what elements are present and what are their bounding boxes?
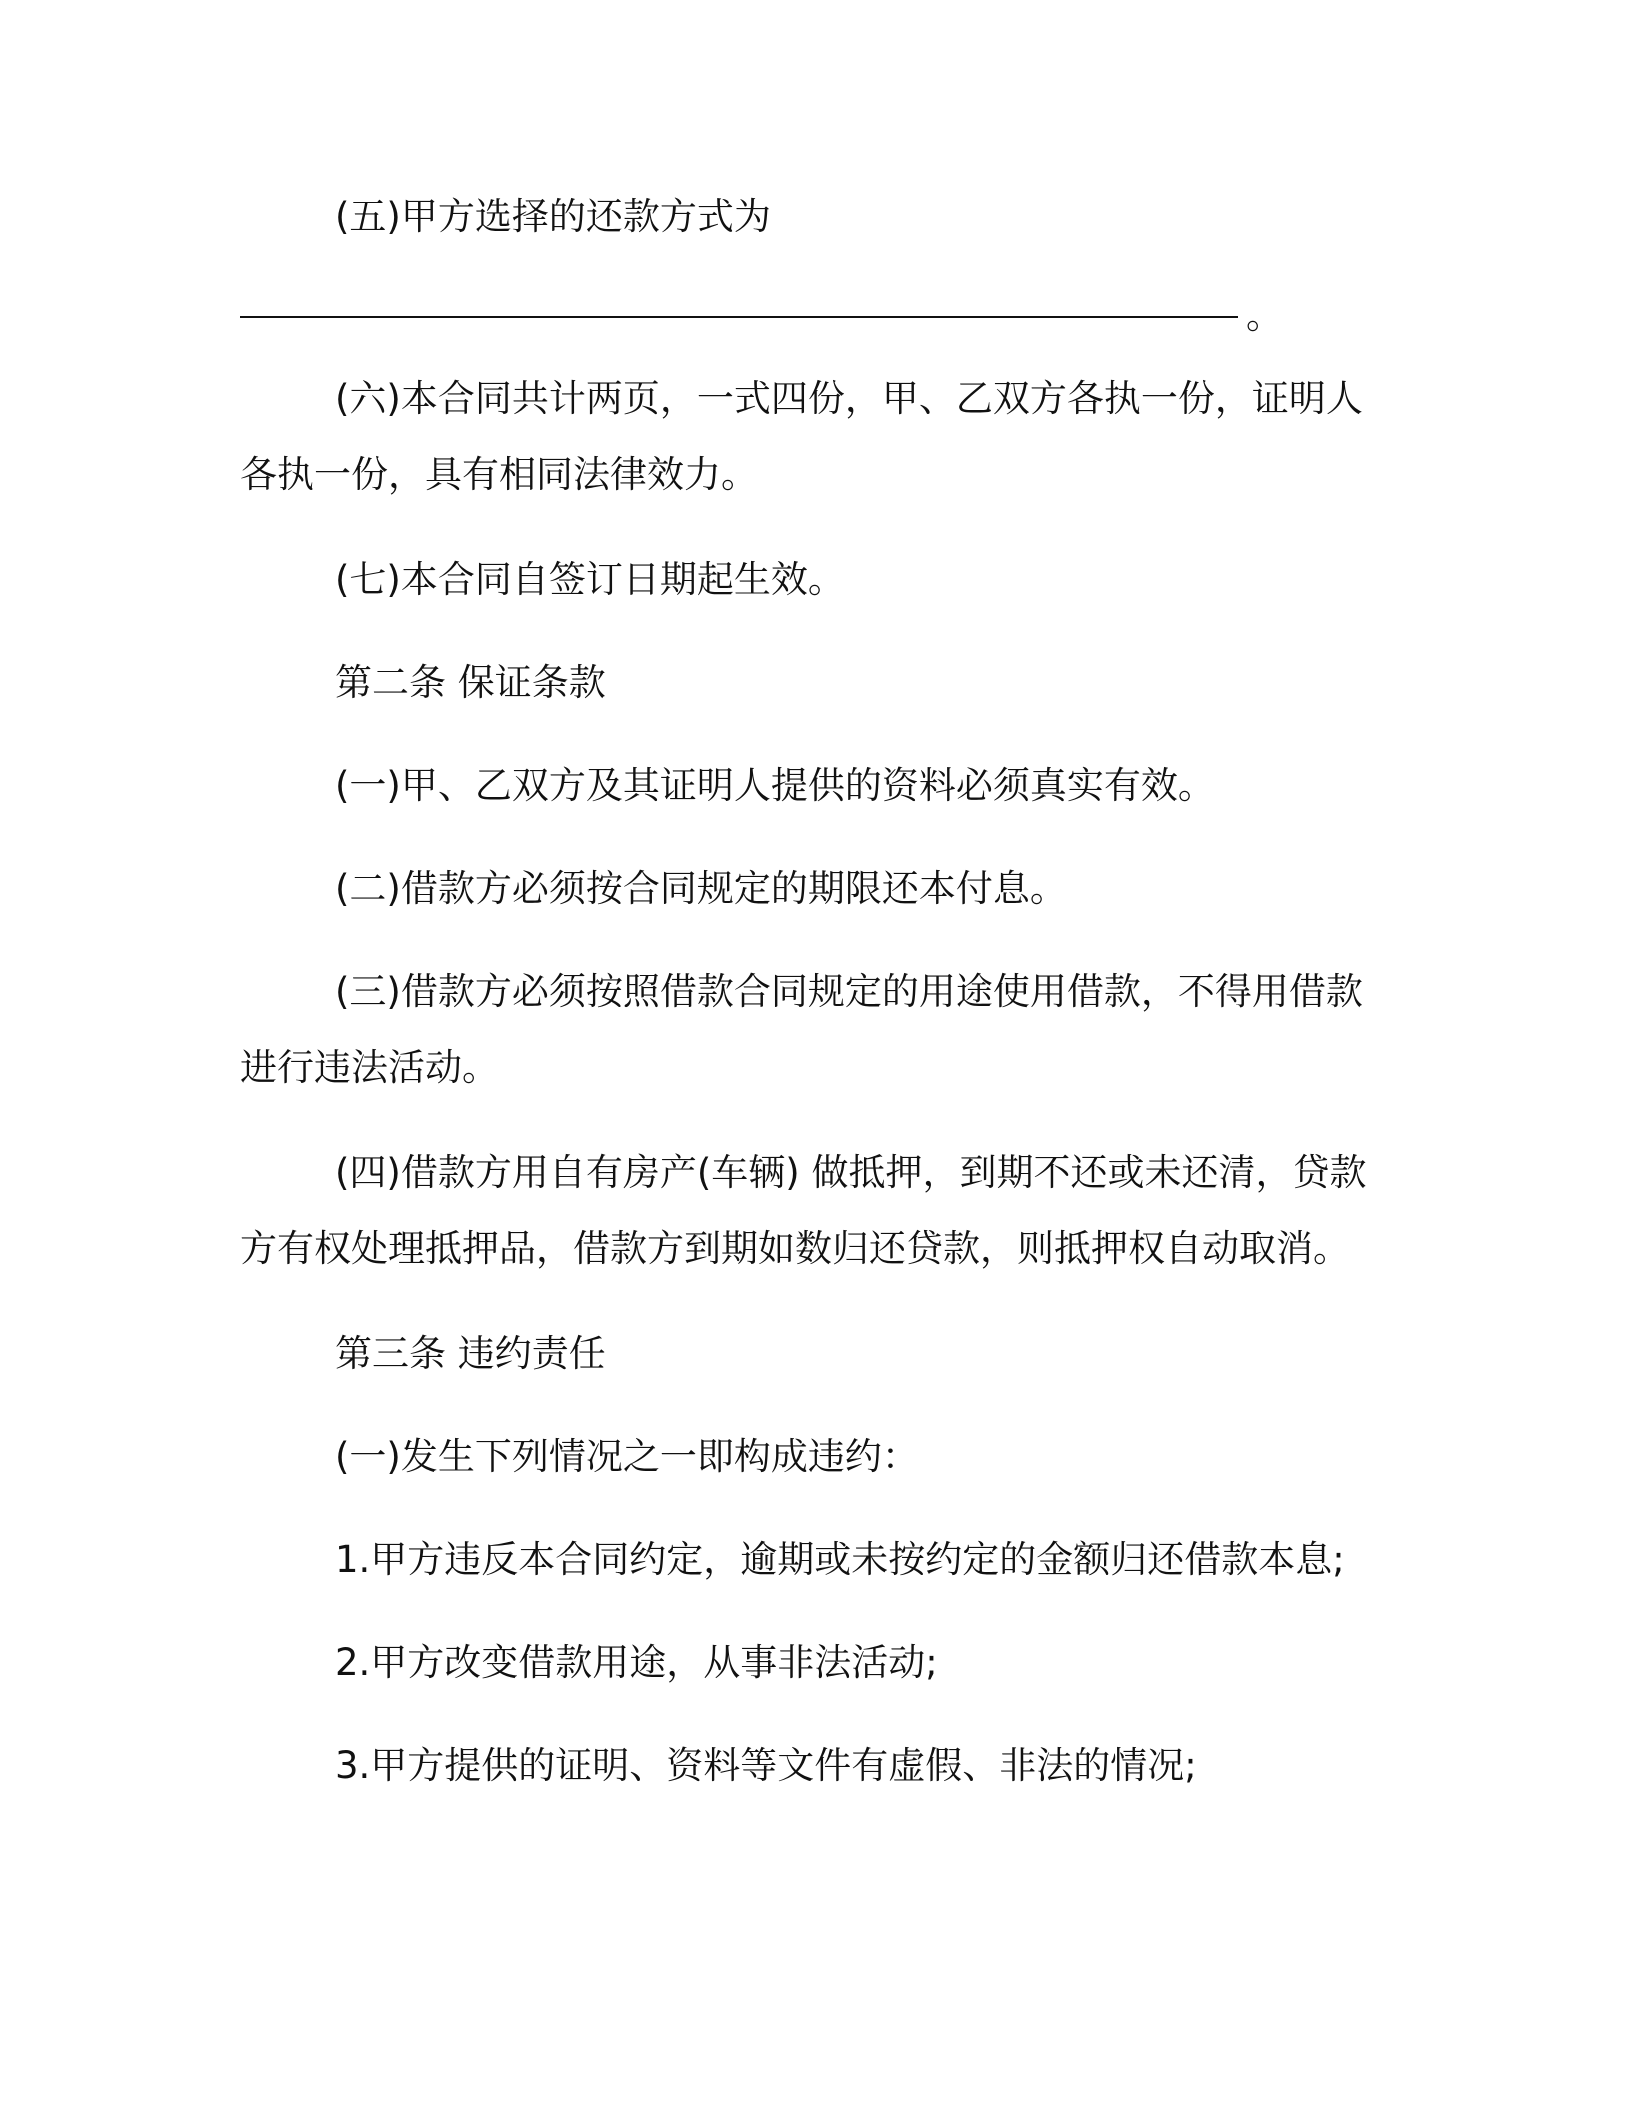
- clause-6-copies-line-2: 各执一份，具有相同法律效力。: [240, 453, 758, 496]
- guarantee-item-4-line-2: 方有权处理抵押品，借款方到期如数归还贷款，则抵押权自动取消。: [240, 1227, 1350, 1270]
- article-2-heading: 第二条 保证条款: [335, 661, 606, 704]
- guarantee-item-3-line-2: 进行违法活动。: [240, 1046, 499, 1089]
- guarantee-item-2: (二)借款方必须按合同规定的期限还本付息。: [335, 867, 1067, 910]
- clause-7-effective-date: (七)本合同自签订日期起生效。: [335, 558, 845, 601]
- article-3-heading: 第三条 违约责任: [335, 1332, 606, 1375]
- guarantee-item-4-line-1: (四)借款方用自有房产(车辆) 做抵押，到期不还或未还清，贷款: [335, 1151, 1367, 1194]
- fill-in-blank-row: [240, 292, 1360, 340]
- breach-case-3: 3.甲方提供的证明、资料等文件有虚假、非法的情况;: [335, 1744, 1197, 1787]
- breach-case-1: 1.甲方违反本合同约定，逾期或未按约定的金额归还借款本息;: [335, 1538, 1345, 1581]
- guarantee-item-1: (一)甲、乙双方及其证明人提供的资料必须真实有效。: [335, 764, 1215, 807]
- breach-case-2: 2.甲方改变借款用途，从事非法活动;: [335, 1641, 938, 1684]
- clause-6-copies-line-1: (六)本合同共计两页，一式四份，甲、乙双方各执一份，证明人: [335, 377, 1363, 420]
- blank-period: 。: [1246, 294, 1283, 337]
- guarantee-item-3-line-1: (三)借款方必须按照借款合同规定的用途使用借款，不得用借款: [335, 970, 1363, 1013]
- breach-item-1-intro: (一)发生下列情况之一即构成违约：: [335, 1435, 919, 1478]
- blank-underline[interactable]: [240, 316, 1238, 318]
- clause-5-repayment-method: (五)甲方选择的还款方式为: [335, 195, 771, 238]
